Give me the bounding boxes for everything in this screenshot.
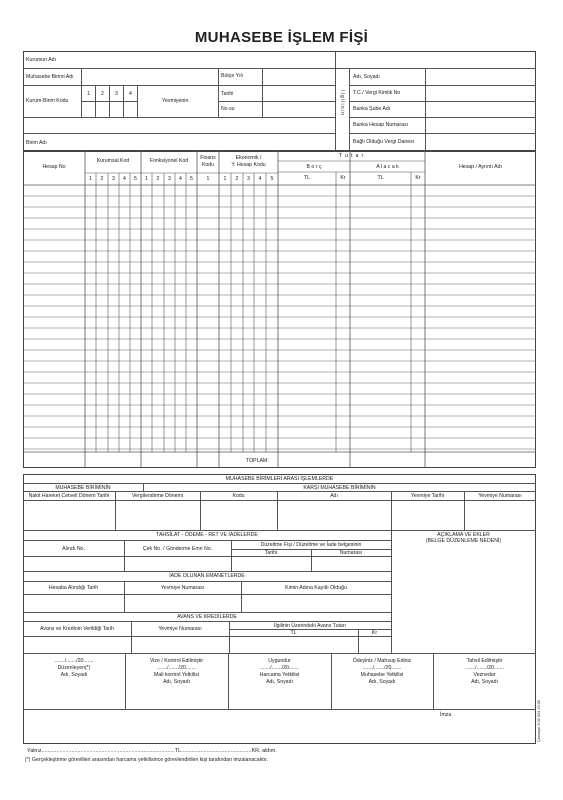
ilgilinin-label: İlgilinin — [339, 90, 345, 117]
signature-5-line-4: Adı, Soyadı — [471, 679, 498, 685]
kurumsal-col-5: 5 — [134, 176, 137, 182]
kod-digit-2: 2 — [101, 91, 104, 97]
ekonomik-col-4: 4 — [258, 176, 262, 182]
signature-5-line-3: Veznedar — [473, 672, 496, 678]
hesaba-alindigi-label: Hesaba Alındığı Tarih — [48, 585, 99, 591]
belge-duzenleme-label: (BELGE DÜZENLEME NEDENİ) — [425, 538, 502, 544]
alacak-header: A l a c a k — [376, 164, 399, 170]
yevmiye-numarasi-label: Yevmiye Numarası — [478, 493, 522, 499]
kod-digit-3: 3 — [115, 91, 118, 97]
fonksiyonel-col-2: 2 — [156, 176, 160, 182]
no-su-label: No.su — [221, 106, 235, 112]
signature-3-line-1: Uygundur — [268, 658, 291, 664]
signature-2-line-4: Adı, Soyadı — [163, 679, 190, 685]
fonksiyonel-col-3: 3 — [168, 176, 171, 182]
borc-header: B o r ç — [306, 164, 322, 170]
signature-4-line-4: Adı, Soyadı — [368, 679, 396, 685]
signature-1-line-1: ......./......./20....... — [54, 658, 94, 664]
signature-5-line-2: ......./......./20....... — [465, 665, 504, 671]
side-code: Çamaşırı 5 02 044 15.06 — [537, 700, 541, 742]
signature-2-line-2: ......./......./20....... — [157, 665, 196, 671]
ekonomik-header-1: Ekonomik / — [235, 155, 262, 161]
adi-soyadi-label: Adı, Soyadı — [353, 74, 380, 80]
duzeltme-tarihi-label: Tarihi — [264, 550, 278, 556]
signature-3-line-3: Harcama Yetkilisi — [259, 672, 300, 678]
avans-title: AVANS VE KREDİLERDE — [177, 614, 237, 620]
butce-yili-label: Bütçe Yılı — [221, 73, 244, 79]
muhasebe-biriminin-label: MUHASEBE BİRİMİNİN — [55, 485, 111, 491]
muhasebe-birimi-adi-label: Muhasebe Birimi Adı — [26, 74, 74, 80]
alacak-tl-header: TL — [377, 175, 384, 181]
lower-section-box — [23, 474, 536, 744]
signature-1-line-3: Adı, Soyadı — [60, 672, 88, 678]
birim-adi-label: Birim Adı — [26, 140, 47, 146]
ekonomik-col-1: 1 — [223, 176, 227, 182]
ekonomik-header-2: Y. Hesap Kodu — [231, 162, 266, 168]
alacak-kr-header: Kr — [415, 175, 421, 181]
alindi-no-label: Alındı No. — [62, 546, 85, 552]
yevmiye-tarihi-label: Yevmiye Tarihi — [410, 493, 445, 499]
karsi-muhasebe-label: KARŞI MUHASEBE BİRİMİNİN — [303, 485, 376, 491]
tarihi-label: Tarihi — [221, 91, 234, 97]
cek-no-label: Çek No. / Gönderme Emri No. — [142, 546, 213, 552]
tahsilat-title: TAHSİLAT - ÖDEME - RET VE İADELERDE — [156, 532, 258, 538]
tutar-header: T u t a r — [339, 153, 364, 159]
signature-4-line-3: Muhasebe Yetkilisi — [360, 672, 404, 678]
kurumsal-kod-header: Kurumsal Kod — [96, 158, 130, 164]
avans-tl-label: TL — [290, 630, 297, 636]
footnote: (*) Gerçekleştirme görevlileri arasından harcama yetkilisince görevlendirilen kişi tarafından imzalanacaktır. — [25, 757, 269, 763]
ekonomik-col-2: 2 — [235, 176, 239, 182]
kimin-adina-label: Kimin Adına Kayıtlı Olduğu — [285, 585, 347, 591]
kurum-birim-kodu-label: Kurum-Birim Kodu — [26, 98, 69, 104]
signature-4-line-1: Ödeyiniz / Mahsup Ediniz — [352, 658, 412, 664]
arasi-islemler-title: MUHASEBE BİRİMLERİ ARASI İŞLEMLERDE — [225, 476, 334, 482]
signature-5-line-1: Tahsil Edilmiştir — [466, 658, 503, 664]
vergi-dairesi-label: Bağlı Olduğu Vergi Dairesi — [353, 139, 414, 145]
ilgilinin-uzerinde-label: İlgilinin Üzerindeki Avans Tutarı — [274, 623, 346, 629]
yevmiyenin-label: Yevmiyenin — [162, 98, 189, 104]
kod-digit-1: 1 — [87, 91, 90, 97]
imza-label: İmza — [440, 712, 452, 718]
fonksiyonel-kod-header: Fonksiyonel Kod — [149, 158, 189, 164]
nakit-hareket-label: Nakit Hareket Cetveli Dönem Tarihi — [28, 493, 110, 499]
iade-yevmiye-numarasi-label: Yevmiye Numarası — [160, 585, 205, 591]
ekonomik-col-5: 5 — [270, 176, 274, 182]
kurumsal-col-3: 3 — [112, 176, 115, 182]
signature-3-line-2: ......./......./20....... — [260, 665, 299, 671]
signature-3-line-4: Adı, Soyadı — [266, 679, 293, 685]
hesap-aynti-header: Hesap / Ayrıntı Adı — [459, 164, 502, 170]
banka-sube-label: Banka Şube Adı — [353, 106, 391, 112]
kurumun-adi-label: Kurumun Adı — [26, 57, 56, 63]
finans-kodu-header-2: Kodu — [201, 162, 215, 168]
duzeltme-numarasi-label: Numarası — [339, 550, 363, 556]
page-title: MUHASEBE İŞLEM FİŞİ — [194, 29, 369, 46]
kod-digit-4: 4 — [129, 91, 132, 97]
fonksiyonel-col-5: 5 — [190, 176, 193, 182]
fonksiyonel-col-4: 4 — [179, 176, 182, 182]
avans-yevmiye-numarasi-label: Yevmiye Numarası — [158, 626, 202, 632]
verildigi-donem-label: Vergilendirme Dönemi — [131, 493, 184, 499]
kurumsal-col-2: 2 — [100, 176, 104, 182]
duzeltme-fisi-label: Düzeltme Fişi / Düzeltme ve İade belgesinin — [260, 542, 362, 548]
yaziyla-line: Yalnız.........................................................................................TL...............................................KR. aldım. — [27, 748, 277, 754]
aciklama-label: AÇIKLAMA VE EKLER — [437, 532, 490, 538]
kurumsal-col-1: 1 — [89, 176, 92, 182]
avans-kr-label: Kr — [371, 630, 378, 636]
signature-2-line-1: Vize / Kontrol Edilmiştir — [149, 658, 204, 664]
kodu-label: Kodu — [232, 493, 245, 499]
fonksiyonel-col-1: 1 — [145, 176, 148, 182]
toplam-label: TOPLAM: — [246, 458, 269, 464]
avans-verildigi-label: Avans ve Kredinin Verildiği Tarih — [40, 626, 114, 632]
iade-title: İADE OLUNAN EMANETLERDE — [169, 573, 245, 579]
finans-kodu-header-1: Finans — [200, 155, 216, 161]
borc-tl-header: TL — [303, 175, 311, 181]
banka-hesap-label: Banka Hesap Numarası — [353, 122, 409, 128]
hesap-no-header: Hesap No — [42, 164, 66, 170]
adi-label: Adı — [330, 493, 338, 499]
signature-2-line-3: Mali kontrol Yetkilisi — [154, 672, 199, 678]
borc-kr-header: Kr — [340, 175, 346, 181]
ekonomik-col-3: 3 — [247, 176, 250, 182]
signature-4-line-2: ......./......./20....... — [362, 665, 402, 671]
signature-1-line-2: Düzenleyen(*) — [57, 665, 91, 671]
finans-col-1: 1 — [206, 176, 210, 182]
tc-vergi-no-label: T.C./ Vergi Kimlik No — [353, 90, 401, 96]
kurumsal-col-4: 4 — [123, 176, 126, 182]
